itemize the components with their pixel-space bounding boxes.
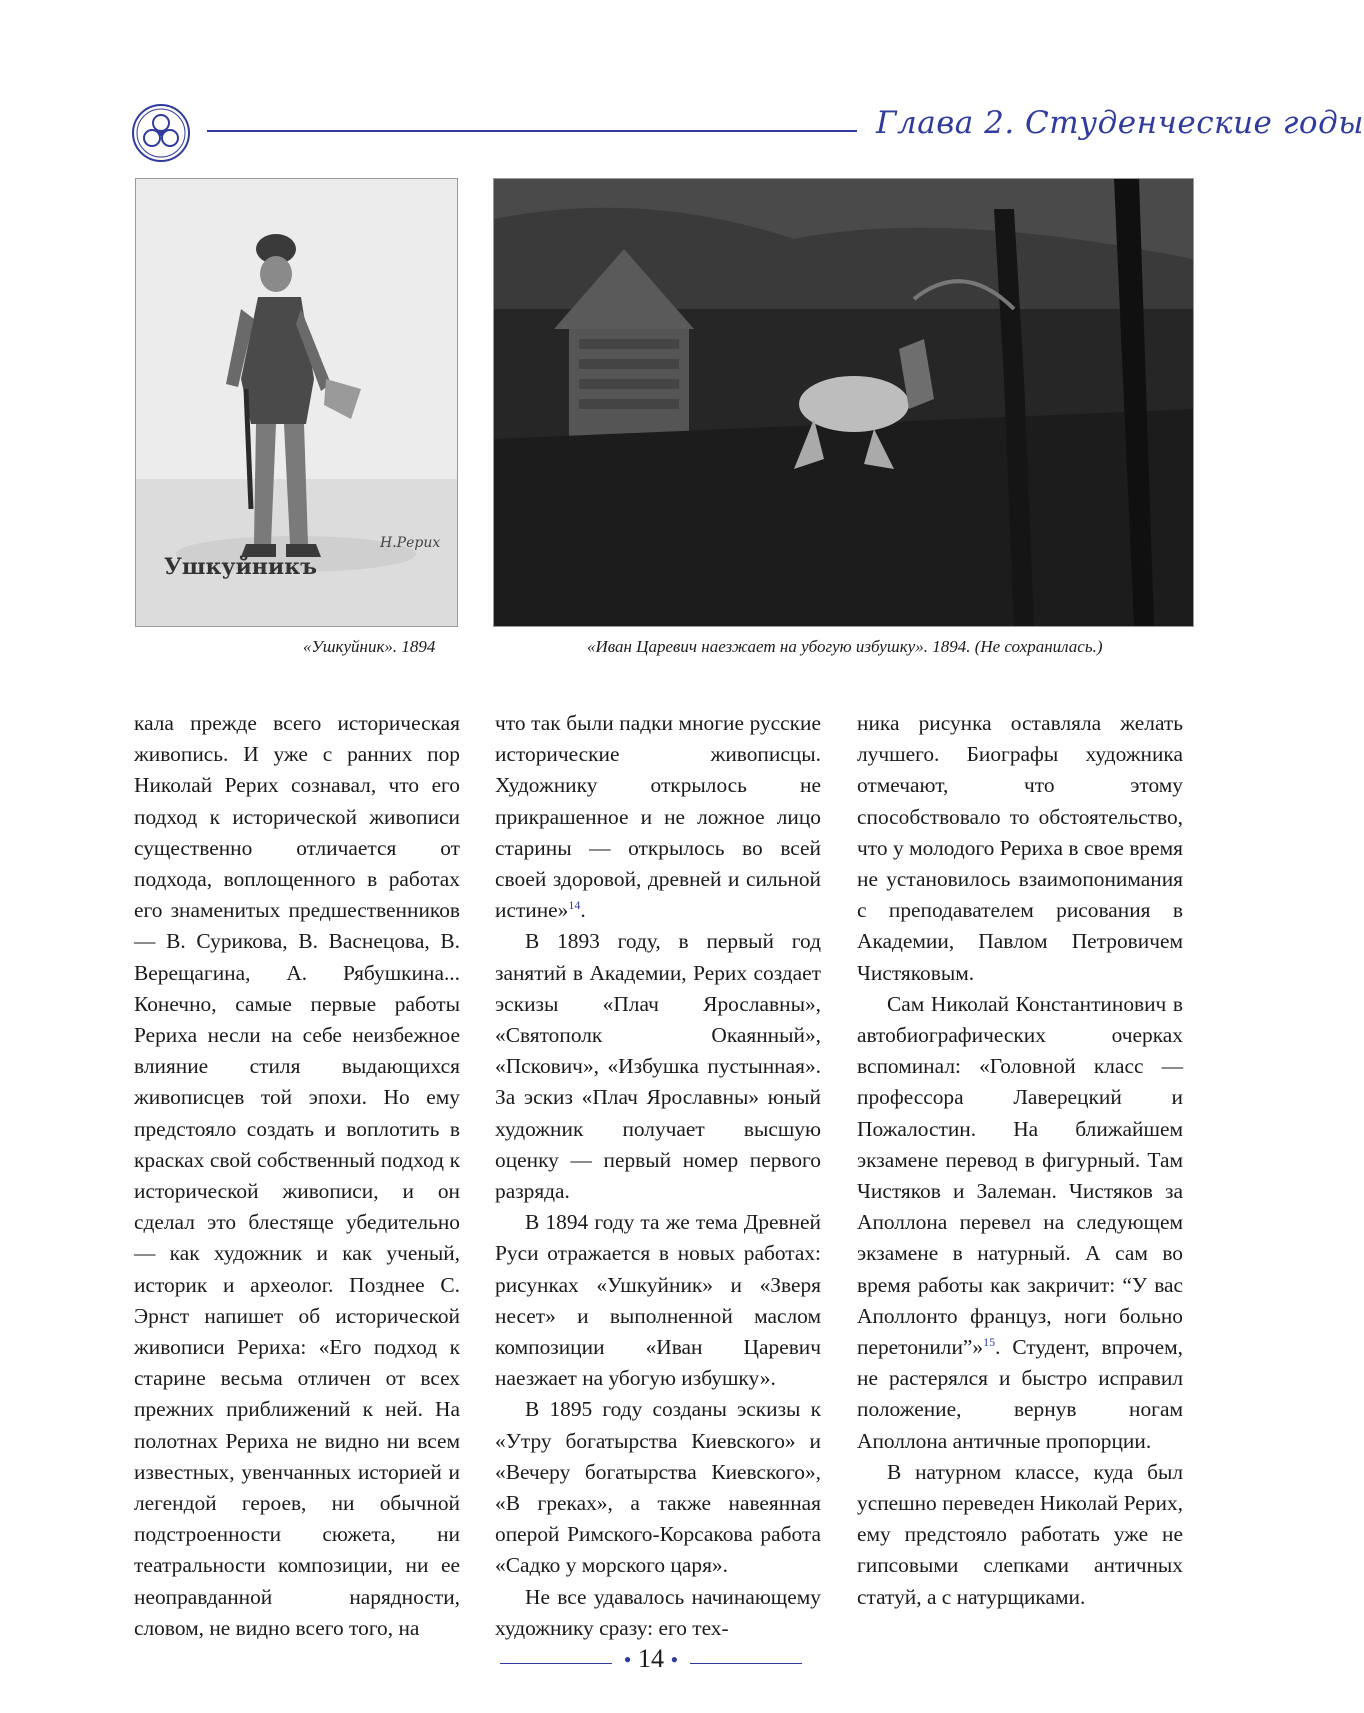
svg-text:Н.Рерих: Н.Рерих <box>380 535 441 551</box>
page-number: • 14 • <box>623 1644 679 1673</box>
paragraph: В натурном классе, куда был успешно переведен Николай Рерих, ему предстояло работать уже не гипсовыми слепками античных статуй, а с натурщиками. <box>857 1459 1183 1609</box>
paragraph: В 1893 году, в первый год занятий в Академии, Рерих создает эскизы «Плач Ярославны», «Святополк Окаянный», «Пскович», «Избушка пустынная». За эскиз «Плач Ярославны» юный художник получает высшую оценку — первый номер первого разряда. <box>495 929 821 1204</box>
figure-caption-2: «Иван Царевич наезжает на убогую избушку». 1894. (Не сохранилась.) <box>587 637 1103 656</box>
drawing-inscription: Ушкуйникъ <box>164 554 317 580</box>
paragraph: В 1894 году та же тема Древней Руси отражается в новых работах: рисунках «Ушкуйник» и «Зверя несет» и выполненной маслом композиции «Иван Царевич наезжает на убогую избушку». <box>495 1210 821 1391</box>
footnote-ref[interactable]: 15 <box>983 1334 996 1349</box>
footer-rule-left <box>500 1663 612 1664</box>
paragraph: Сам Николай Константинович в автобиографических очерках вспоминал: «Головной класс — профессора Лаверецкий и Пожалостин. На ближайшем экзамене перевод в фигурный. Там Чистяков и Залеман. Чистяков за Аполлона перевел на следующем экзамене в натурный. А сам во время работы как закричит: “У вас Аполлонто француз, ноги больно перетонили”»$^{15}$. Студент, впрочем, не растерялся и быстро исправил положение, вернув ногам Аполлона античные пропорции. <box>857 991 1183 1453</box>
bullet-right: • <box>670 1647 679 1672</box>
header-rule <box>207 130 857 132</box>
paragraph: Не все удавалось начинающему художнику сразу: его тех- <box>495 1584 821 1640</box>
paragraph: ника рисунка оставляла желать лучшего. Биографы художника отмечают, что этому способствовало то обстоятельство, что у молодого Рериха в свое время не установилось взаимопонимания с преподавателем рисования в Академии, Павлом Петровичем Чистяковым. <box>857 711 1183 985</box>
page-footer <box>0 1642 1270 1682</box>
text-column-2 <box>495 708 821 1644</box>
chapter-title: Глава 2. Студенческие годы <box>876 105 1364 141</box>
footer-rule-right <box>690 1663 802 1664</box>
ivan-tsarevich-painting <box>493 178 1194 627</box>
text-column-3 <box>857 708 1183 1613</box>
trefoil-logo-icon <box>131 103 191 163</box>
footnote-ref[interactable]: 14 <box>568 898 581 913</box>
paragraph: В 1895 году созданы эскизы к «Утру богатырства Киевского» и «Вечеру богатырства Киевского», «В греках», а также навеянная оперой Римского-Корсакова работа «Садко у морского царя». <box>495 1397 821 1578</box>
figure-caption-1: «Ушкуйник». 1894 <box>303 637 436 656</box>
paragraph: что так были падки многие русские исторические живописцы. Художнику открылось не прикрашенное и не ложное лицо старины — открылось во всей своей здоровой, древней и сильной истине»$^{14}$. <box>495 711 821 923</box>
text-column-1 <box>134 708 460 1644</box>
bullet-left: • <box>623 1647 632 1672</box>
paragraph: кала прежде всего историческая живопись. И уже с ранних пор Николай Рерих сознавал, что его подход к исторической живописи существенно отличается от подхода, воплощенного в работах его знаменитых предшественников — В. Сурикова, В. Васнецова, В. Верещагина, А. Рябушкина... Конечно, самые первые работы Рериха несли на себе неизбежное влияние стиля выдающихся живописцев той эпохи. Но ему предстояло создать и воплотить в красках свой собственный подход к исторической живописи, и он сделал это блестяще убедительно — как художник и как ученый, историк и археолог. Позднее С. Эрнст напишет об исторической живописи Рериха: «Его подход к старине весьма отличен от всех прежних приближений к ней. На полотнах Рериха не видно ни всем известных, увенчанных историей и легендой героев, ни обычной подстроенности сюжета, ни театральности композиции, ни ее неоправданной нарядности, словом, не видно всего того, на <box>134 711 460 1640</box>
ushkuinik-drawing <box>135 178 458 627</box>
